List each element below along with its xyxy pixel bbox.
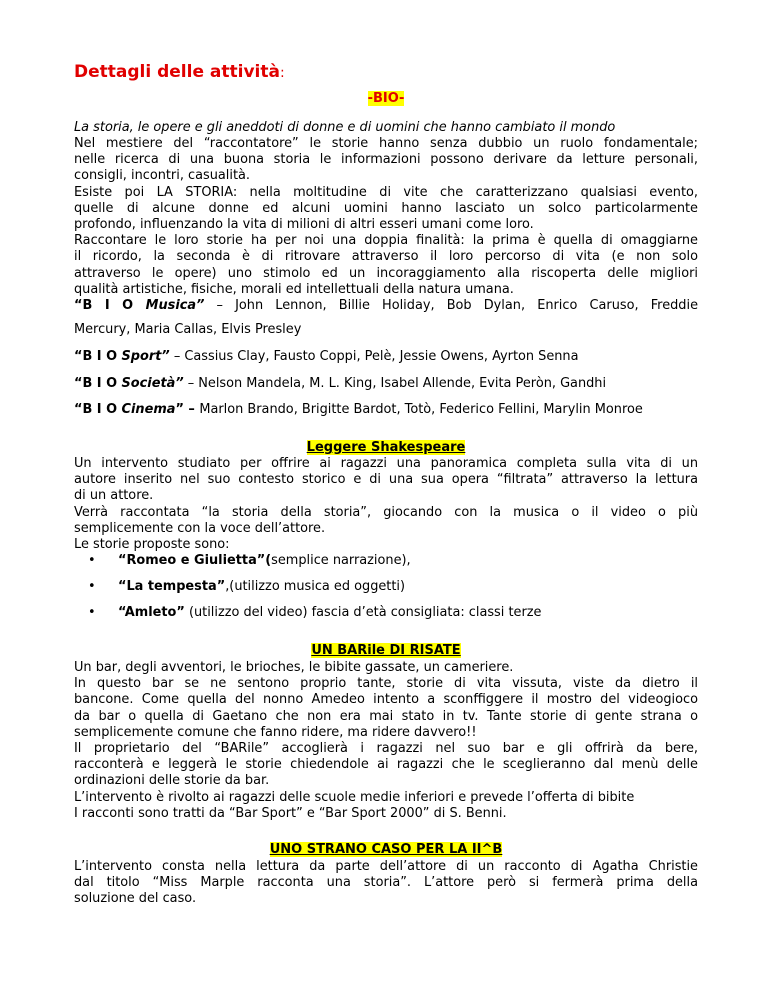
barile-heading: UN BARile DI RISATE — [311, 643, 461, 658]
caso-paragraph — [74, 859, 698, 908]
caso-heading: UNO STRANO CASO PER LA II^B — [269, 842, 503, 857]
text-line: L’intervento consta nella lettura da parte dell’attore di un racconto di Agatha Christie — [74, 859, 698, 874]
text-line: Esiste poi LA STORIA: nella moltitudine di vite che caratterizzano qualsiasi evento, — [74, 184, 698, 200]
text-line: Un bar, degli avventori, le brioches, le bibite gassate, un cameriere. — [74, 660, 514, 675]
shakespeare-heading: Leggere Shakespeare — [306, 440, 466, 455]
text-line: profondo, influenzando la vita di milioni di altri esseri umani come loro. — [74, 217, 534, 233]
bio-heading: -BIO- — [367, 91, 405, 106]
list-item: • “La tempesta”,(utilizzo musica ed oggetti) — [88, 579, 406, 594]
page-title — [74, 62, 285, 82]
text-line: di un attore. — [74, 488, 154, 504]
text-line: In questo bar se ne sentono proprio tante, storie di vita vissuta, viste da dietro il — [74, 676, 698, 692]
list-item: • “Romeo e Giulietta”(semplice narrazione), — [88, 553, 411, 568]
bullet-icon: • — [88, 579, 96, 594]
text-line: racconterà e leggerà le storie chiedendole ai ragazzi che le sceglieranno dal menù delle — [74, 757, 698, 773]
text-line: attraverso le opere) uno stimolo ed un incoraggiamento alla riscoperta delle migliori — [74, 265, 698, 281]
text-line: L’intervento è rivolto ai ragazzi delle scuole medie inferiori e prevede l’offerta di bibite — [74, 789, 635, 805]
bio-societa-line: “B I O Società” – Nelson Mandela, M. L. King, Isabel Allende, Evita Peròn, Gandhi — [74, 376, 607, 391]
page-title-colon: : — [279, 65, 285, 81]
text-line: Nel mestiere del “raccontatore” le storie hanno senza dubbio un ruolo fondamentale; — [74, 136, 698, 151]
shakespeare-paragraph — [74, 456, 698, 553]
text-line: autore inserito nel suo contesto storico e di una sua opera “filtrata” attraverso la lettura — [74, 472, 698, 488]
text-line: qualità artistiche, fisiche, morali ed intellettuali della natura umana. — [74, 281, 514, 297]
bio-sport-line: “B I O Sport” – Cassius Clay, Fausto Coppi, Pelè, Jessie Owens, Ayrton Senna — [74, 349, 579, 364]
stories-intro: Le storie proposte sono: — [74, 537, 230, 553]
text-line: nelle ricerca di una buona storia le informazioni possono derivare da letture personali, — [74, 152, 698, 168]
text-line: I racconti sono tratti da “Bar Sport” e “Bar Sport 2000” di S. Benni. — [74, 805, 507, 821]
text-line: Il proprietario del “BARile” accoglierà i ragazzi nel suo bar e gli offrirà da bere, — [74, 741, 698, 757]
bullet-icon: • — [88, 605, 96, 620]
bio-subtitle: La storia, le opere e gli aneddoti di donne e di uomini che hanno cambiato il mondo — [74, 120, 616, 135]
text-line: da bar o quella di Gaetano che non era mai stato in tv. Tante storie di gente strana o — [74, 708, 698, 724]
text-line: quelle di alcune donne ed alcuni uomini hanno lasciato un solco particolarmente — [74, 200, 698, 216]
bio-cinema-line: “B I O Cinema” – Marlon Brando, Brigitte Bardot, Totò, Federico Fellini, Marylin Monroe — [74, 402, 643, 417]
page-title-text: Dettagli delle attività — [74, 62, 280, 82]
bio-intro-paragraph — [74, 136, 698, 298]
text-line: dal titolo “Miss Marple racconta una storia”. L’attore però si fermerà prima della — [74, 875, 698, 891]
list-item: • “Amleto” (utilizzo del video) fascia d’età consigliata: classi terze — [88, 605, 542, 620]
text-line: bancone. Come quella del nonno Amedeo intento a sconffiggere il mostro del videogioco — [74, 692, 698, 708]
text-line: Verrà raccontata “la storia della storia”, giocando con la musica o il video o più — [74, 504, 698, 520]
text-line: Un intervento studiato per offrire ai ragazzi una panoramica completa sulla vita di un — [74, 456, 698, 471]
text-line: semplicemente comune che fanno ridere, ma ridere davvero!! — [74, 724, 477, 740]
bio-musica-line-2: Mercury, Maria Callas, Elvis Presley — [74, 322, 302, 337]
text-line: ordinazioni delle storie da bar. — [74, 773, 270, 789]
text-line: semplicemente con la voce dell’attore. — [74, 520, 326, 536]
bullet-icon: • — [88, 553, 96, 568]
text-line: Raccontare le loro storie ha per noi una doppia finalità: la prima è quella di omaggiarne — [74, 233, 698, 249]
text-line: soluzione del caso. — [74, 891, 197, 907]
text-line: il ricordo, la seconda è di ritrovare attraverso il loro percorso di vita (e non solo — [74, 249, 698, 265]
bio-musica-line: “B I O Musica” – John Lennon, Billie Holiday, Bob Dylan, Enrico Caruso, Freddie — [74, 298, 698, 313]
text-line: consigli, incontri, casualità. — [74, 168, 250, 184]
barile-paragraph — [74, 660, 698, 822]
